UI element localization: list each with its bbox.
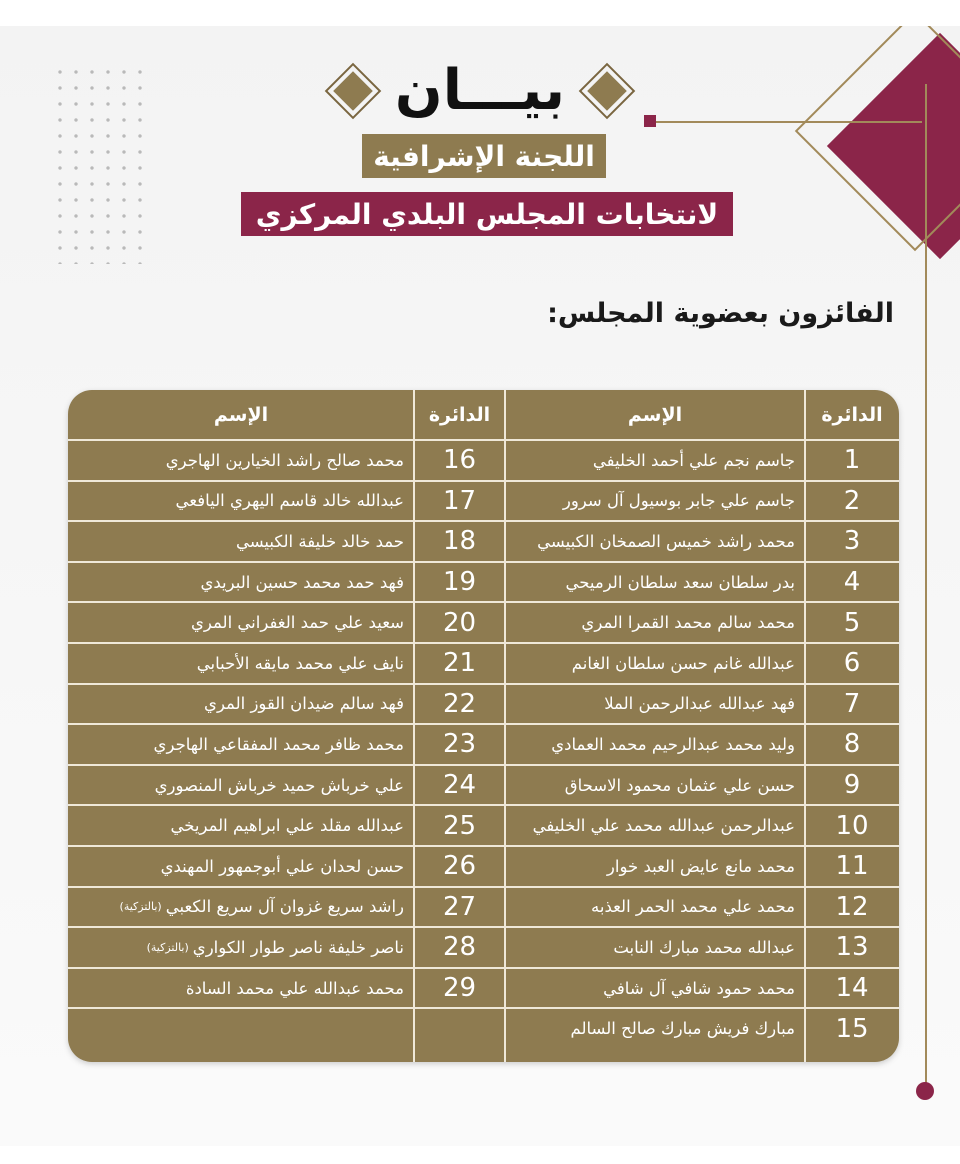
winner-name xyxy=(68,805,414,846)
winner-name xyxy=(68,765,414,806)
header-district-left: الدائرة xyxy=(428,404,491,426)
winner-name xyxy=(505,846,805,887)
winner-name xyxy=(68,521,414,562)
winner-name xyxy=(68,724,414,765)
winner-name xyxy=(68,481,414,522)
winner-name-text: فهد عبدالله عبدالرحمن الملا xyxy=(604,694,795,714)
committee-banner: اللجنة الإشرافية xyxy=(362,134,606,178)
district-number: 21 xyxy=(442,648,477,679)
winner-name-text: محمد راشد خميس الصمخان الكبيسي xyxy=(537,531,795,551)
winner-name-text: مبارك فريش مبارك صالح السالم xyxy=(570,1019,795,1039)
district-number: 17 xyxy=(442,485,477,516)
winner-name-text: وليد محمد عبدالرحيم محمد العمادي xyxy=(551,734,795,754)
district-number: 11 xyxy=(835,851,869,882)
winner-name xyxy=(505,765,805,806)
winner-name xyxy=(68,684,414,725)
winner-name-text: محمد ظافر محمد المفقاعي الهاجري xyxy=(153,734,404,754)
district-number: 25 xyxy=(442,810,477,841)
winner-name xyxy=(68,602,414,643)
winner-name-text: محمد حمود شافي آل شافي xyxy=(603,978,795,998)
winner-name xyxy=(68,562,414,603)
district-number: 27 xyxy=(442,891,477,922)
winner-name xyxy=(505,562,805,603)
winner-name-text: سعيد علي حمد الغفراني المري xyxy=(191,613,404,633)
winner-name xyxy=(505,968,805,1009)
winner-name xyxy=(505,481,805,522)
winner-name-text: نايف علي محمد مايقه الأحبابي xyxy=(196,653,404,673)
district-number: 2 xyxy=(843,485,861,516)
district-number: 10 xyxy=(835,810,869,841)
winner-name xyxy=(505,440,805,481)
winner-name xyxy=(68,927,414,968)
winner-name xyxy=(68,887,414,928)
acclamation-note: (بالتزكية) xyxy=(119,900,162,914)
winner-name xyxy=(505,805,805,846)
winners-table xyxy=(68,390,899,1062)
district-number: 12 xyxy=(835,891,869,922)
district-number: 3 xyxy=(843,526,861,557)
district-number: 15 xyxy=(835,1013,869,1044)
winner-name xyxy=(505,521,805,562)
winner-name xyxy=(505,724,805,765)
winner-name xyxy=(68,846,414,887)
district-number: 22 xyxy=(442,688,477,719)
winner-name xyxy=(505,602,805,643)
acclamation-note: (بالتزكية) xyxy=(146,940,189,954)
winner-name-text: جاسم نجم علي أحمد الخليفي xyxy=(592,450,795,470)
winner-name-text: عبدالله محمد مبارك النابت xyxy=(613,937,795,957)
district-number: 18 xyxy=(442,526,477,557)
winner-name-text: حمد خالد خليفة الكبيسي xyxy=(235,531,404,551)
announcement-page xyxy=(0,26,960,1146)
diamond-icon xyxy=(325,63,382,120)
district-number: 24 xyxy=(442,770,477,801)
district-number: 29 xyxy=(442,973,477,1004)
winner-name-text: محمد عبدالله علي محمد السادة xyxy=(185,978,404,998)
winner-name-text: عبدالله غانم حسن سلطان الغانم xyxy=(571,653,795,673)
header-name-right: الإسم xyxy=(627,404,683,426)
winner-name-text: فهد سالم ضيدان القوز المري xyxy=(204,694,404,714)
gold-vertical-line xyxy=(925,84,927,1094)
diamond-icon xyxy=(579,63,636,120)
title-row xyxy=(0,56,960,126)
winner-name xyxy=(68,440,414,481)
winner-name-text: حسن لحدان علي أبوجمهور المهندي xyxy=(160,856,404,876)
winner-name xyxy=(68,643,414,684)
district-number: 9 xyxy=(843,770,861,801)
winner-name-text: ناصر خليفة ناصر طوار الكواري xyxy=(192,937,404,957)
winner-name-text: بدر سلطان سعد سلطان الرميحي xyxy=(565,572,795,592)
district-number: 7 xyxy=(843,688,861,719)
winner-name-text: راشد سريع غزوان آل سريع الكعبي xyxy=(165,897,404,917)
winner-name-text: فهد حمد محمد حسين البريدي xyxy=(200,572,404,592)
district-number: 26 xyxy=(442,851,477,882)
winner-name-text: محمد صالح راشد الخيارين الهاجري xyxy=(165,450,404,470)
winner-name-text: علي خرباش حميد خرباش المنصوري xyxy=(154,775,404,795)
winner-name xyxy=(505,643,805,684)
maroon-dot-marker xyxy=(916,1082,934,1100)
district-number: 13 xyxy=(835,932,869,963)
winner-name xyxy=(505,1008,805,1049)
winner-name-text: عبدالرحمن عبدالله محمد علي الخليفي xyxy=(532,816,795,836)
district-number: 6 xyxy=(843,648,861,679)
district-number: 16 xyxy=(442,445,477,476)
winner-name xyxy=(68,968,414,1009)
district-number: 28 xyxy=(442,932,477,963)
district-number: 8 xyxy=(843,729,861,760)
election-banner: لانتخابات المجلس البلدي المركزي xyxy=(241,192,733,236)
district-number: 1 xyxy=(843,445,861,476)
page-title: بيـــان xyxy=(394,58,566,123)
district-number: 23 xyxy=(442,729,477,760)
district-number: 14 xyxy=(835,973,869,1004)
winner-name-text: حسن علي عثمان محمود الاسحاق xyxy=(564,775,795,795)
district-number: 19 xyxy=(442,567,477,598)
header-name-left: الإسم xyxy=(213,404,269,426)
winner-name-text: محمد سالم محمد القمرا المري xyxy=(581,613,795,633)
winner-name-text: جاسم علي جابر بوسيول آل سرور xyxy=(562,491,795,511)
winner-name-text: عبدالله مقلد علي ابراهيم المريخي xyxy=(170,816,404,836)
winner-name-text: محمد علي محمد الحمر العذبه xyxy=(591,897,795,917)
district-number: 4 xyxy=(843,567,861,598)
winner-name xyxy=(505,927,805,968)
winner-name-text: محمد مانع عايض العبد خوار xyxy=(606,856,795,876)
winner-name xyxy=(505,684,805,725)
header-district-right: الدائرة xyxy=(821,404,883,426)
section-title: الفائزون بعضوية المجلس: xyxy=(547,298,894,329)
winner-name xyxy=(505,887,805,928)
district-number: 5 xyxy=(843,607,861,638)
district-number: 20 xyxy=(442,607,477,638)
winner-name-text: عبدالله خالد قاسم اليهري اليافعي xyxy=(175,491,404,511)
